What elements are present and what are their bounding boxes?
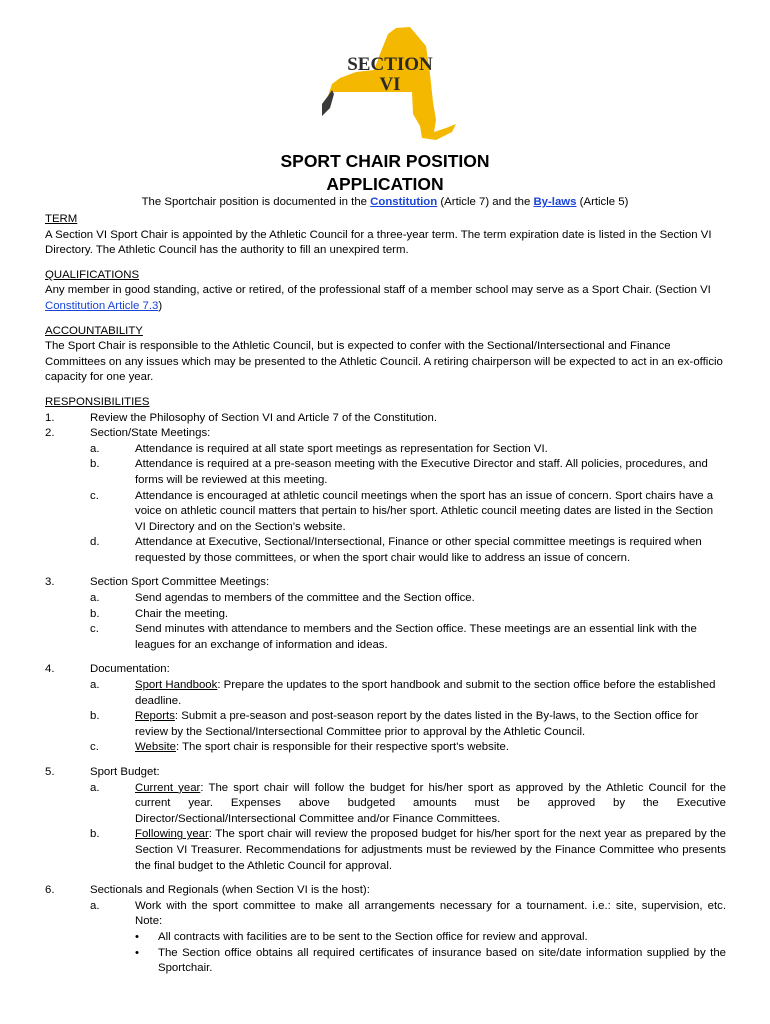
intro-text-after: (Article 5) bbox=[576, 196, 629, 208]
sub-letter: b. bbox=[90, 828, 100, 841]
sub-item bbox=[45, 489, 726, 536]
item-text: Documentation: bbox=[90, 663, 170, 676]
page-title-line2: APPLICATION bbox=[326, 174, 444, 194]
sub-label: Sport Handbook bbox=[135, 679, 218, 692]
sub-letter: a. bbox=[90, 899, 100, 912]
sub-letter: a. bbox=[90, 442, 100, 455]
bylaws-link[interactable]: By-laws bbox=[533, 196, 577, 208]
bullet-item bbox=[45, 930, 726, 946]
sub-text: : The sport chair will follow the budget for his/her sport as approved by the Athletic Council for the current year. Expenses above budgeted amounts must be approved by the Executive Director/Sectional/Intersectional Committee and/or Finance Committees. bbox=[135, 781, 727, 825]
term-text: A Section VI Sport Chair is appointed by the Athletic Council for a three-year term. The term expiration date is listed in the Section VI Directory. The Athletic Council has the authority to fill an unexpired term. bbox=[45, 228, 712, 257]
sub-text: : The sport chair is responsible for their respective sport's website. bbox=[175, 741, 510, 754]
sub-item bbox=[45, 709, 726, 740]
intro-line bbox=[0, 195, 770, 211]
logo-text-section: SECTION bbox=[347, 54, 433, 75]
qualifications-section bbox=[45, 268, 726, 315]
list-item bbox=[45, 411, 726, 427]
sub-label: Website bbox=[135, 741, 176, 754]
sub-label: Following year bbox=[135, 828, 209, 841]
responsibilities-heading: RESPONSIBILITIES bbox=[45, 395, 150, 408]
sub-item bbox=[45, 457, 726, 488]
bullet-icon: • bbox=[135, 946, 139, 959]
item-text: Sectionals and Regionals (when Section VI is the host): bbox=[90, 884, 370, 897]
item-number: 1. bbox=[45, 411, 55, 424]
sub-text: Send agendas to members of the committee and the Section office. bbox=[135, 592, 475, 605]
sub-text: Send minutes with attendance to members and the Section office. These meetings are an essential link with the leagues for an exchange of information and ideas. bbox=[135, 623, 697, 651]
sub-letter: b. bbox=[90, 458, 100, 471]
item-number: 4. bbox=[45, 663, 55, 676]
responsibilities-section bbox=[45, 395, 726, 977]
document-body bbox=[45, 212, 726, 977]
page-title-line1: SPORT CHAIR POSITION bbox=[280, 151, 490, 171]
intro-text-mid: (Article 7) and the bbox=[437, 196, 534, 208]
sub-letter: a. bbox=[90, 679, 100, 692]
list-item bbox=[45, 575, 726, 591]
sub-text: Work with the sport committee to make all arrangements necessary for a tournament. i.e.: site, supervision, etc. Note: bbox=[135, 899, 726, 928]
item-text: Sport Budget: bbox=[90, 766, 160, 778]
sub-letter: a. bbox=[90, 781, 100, 794]
item-number: 2. bbox=[45, 427, 55, 440]
sub-item bbox=[45, 781, 726, 828]
sub-text: Attendance at Executive, Sectional/Intersectional, Finance or other special committee meetings is required when requested by those committees, or when the sport chair would like to address an issue of concern. bbox=[135, 536, 702, 564]
sub-item bbox=[45, 591, 726, 607]
sub-text: Attendance is encouraged at athletic council meetings when the sport has an issue of concern. Sport chairs have a voice on athletic council matters that pertain to his/her sport. Athletic council meeting dates are listed in the Section VI Directory and on the Section’s website. bbox=[135, 489, 714, 533]
term-heading: TERM bbox=[45, 213, 78, 225]
sub-letter: c. bbox=[90, 741, 99, 754]
sub-letter: c. bbox=[90, 489, 99, 502]
bullet-item bbox=[45, 946, 726, 977]
list-item bbox=[45, 765, 726, 781]
constitution-link[interactable]: Constitution bbox=[370, 196, 438, 208]
list-item bbox=[45, 883, 726, 899]
intro-text-before: The Sportchair position is documented in the bbox=[141, 196, 371, 208]
sub-item bbox=[45, 827, 726, 874]
sub-item bbox=[45, 740, 726, 756]
sub-letter: c. bbox=[90, 623, 99, 636]
qualifications-after: ) bbox=[158, 299, 163, 312]
sub-text: Attendance is required at a pre-season meeting with the Executive Director and staff. All policies, procedures, and forms will be reviewed at this meeting. bbox=[135, 458, 708, 486]
sub-label: Current year bbox=[135, 781, 201, 794]
shadow-edge bbox=[322, 90, 334, 116]
sub-text: : Submit a pre-season and post-season report by the dates listed in the By-laws, to the Section office for review by the Sectional/Intersectional Committee prior to approval by the Athletic Council. bbox=[135, 710, 699, 738]
sub-text: Chair the meeting. bbox=[135, 607, 229, 620]
bullet-icon: • bbox=[135, 930, 139, 943]
logo-text-vi: VI bbox=[379, 74, 401, 95]
sub-item bbox=[45, 678, 726, 709]
item-text: Section/State Meetings: bbox=[90, 427, 211, 440]
list-item bbox=[45, 662, 726, 678]
sub-item bbox=[45, 442, 726, 458]
item-number: 3. bbox=[45, 576, 55, 589]
qualifications-heading: QUALIFICATIONS bbox=[45, 268, 140, 281]
sub-item bbox=[45, 535, 726, 566]
sub-letter: b. bbox=[90, 607, 100, 620]
accountability-heading: ACCOUNTABILITY bbox=[45, 324, 143, 337]
sub-letter: d. bbox=[90, 536, 100, 549]
item-number: 5. bbox=[45, 766, 55, 778]
bullet-text: The Section office obtains all required certificates of insurance based on site/date information supplied by the Sportchair. bbox=[158, 946, 726, 975]
sub-label: Reports bbox=[135, 710, 175, 723]
item-number: 6. bbox=[45, 884, 55, 897]
sub-text: : The sport chair will review the proposed budget for his/her sport for the next year as prepared by the Section VI Treasurer. Recommendations for adjustments must be reviewed by the Finance Committee who presents the final budget to the Athletic Council for approval. bbox=[135, 828, 726, 872]
sub-item bbox=[45, 607, 726, 623]
item-text: Section Sport Committee Meetings: bbox=[90, 576, 270, 589]
qualifications-body: Any member in good standing, active or retired, of the professional staff of a member school may serve as a Sport Chair. (Section VI bbox=[45, 284, 711, 297]
list-item bbox=[45, 426, 726, 442]
accountability-text: The Sport Chair is responsible to the Athletic Council, but is expected to confer with the Sectional/Intersectional and Finance Committees on any issues which may be presented to the Athletic Council. A retiring chairperson will be expected to act in an ex-officio capacity for one year. bbox=[45, 340, 723, 384]
constitution-article-link[interactable]: Constitution Article 7.3 bbox=[45, 299, 159, 312]
section-vi-logo bbox=[318, 24, 456, 150]
sub-text: : Prepare the updates to the sport handbook and submit to the section office before the established deadline. bbox=[135, 679, 716, 707]
accountability-section bbox=[45, 324, 726, 386]
bullet-text: All contracts with facilities are to be sent to the Section office for review and approval. bbox=[158, 930, 588, 943]
sub-letter: b. bbox=[90, 710, 100, 723]
sub-letter: a. bbox=[90, 592, 100, 605]
qualifications-text bbox=[45, 283, 726, 314]
sub-item bbox=[45, 622, 726, 653]
term-section bbox=[45, 212, 726, 259]
item-text: Review the Philosophy of Section VI and Article 7 of the Constitution. bbox=[90, 411, 437, 424]
sub-item bbox=[45, 899, 726, 930]
sub-text: Attendance is required at all state sport meetings as representation for Section VI. bbox=[135, 442, 548, 455]
